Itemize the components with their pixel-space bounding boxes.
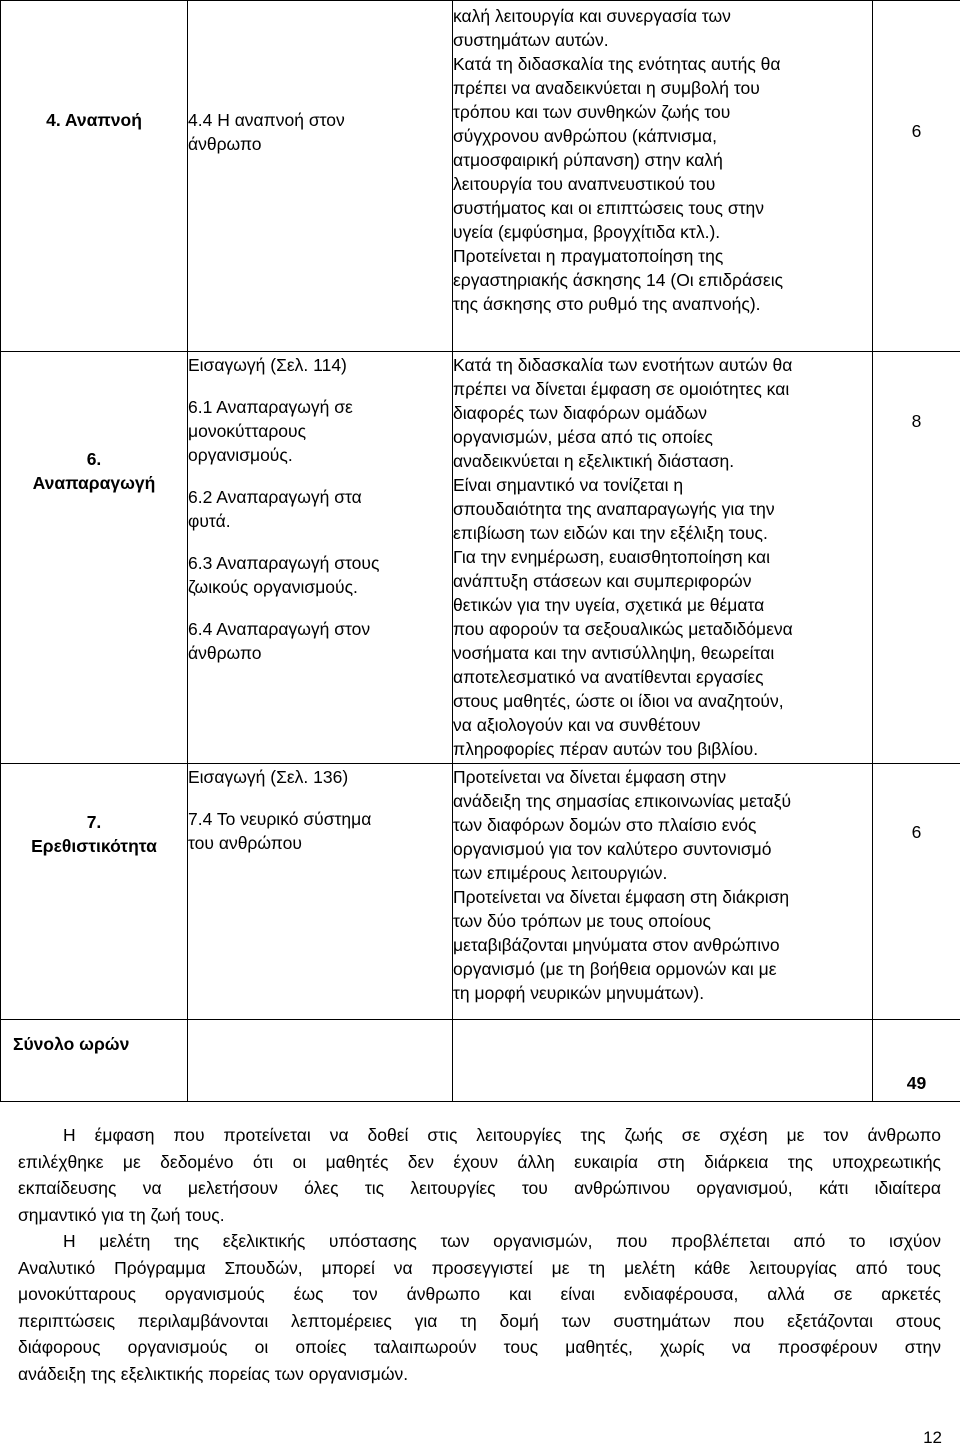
note-line: καλή λειτουργία και συνεργασία των <box>453 6 731 26</box>
hours-value: 8 <box>911 411 922 431</box>
section-cell <box>1 352 188 764</box>
note-line: πληροφορίες πέραν αυτών του βιβλίου. <box>453 739 759 759</box>
note-line: αποτελεσματικό να ανατίθενται εργασίες <box>453 667 764 687</box>
note-line: των διαφόρων δομών στο πλαίσιο ενός <box>453 815 757 835</box>
topics-cell <box>188 764 453 1020</box>
note-line: πρέπει να δίνεται έμφαση σε ομοιότητες και <box>453 379 790 399</box>
topic-line: άνθρωπο <box>188 134 262 154</box>
note-line: ατμοσφαιρική ρύπανση) στην καλή <box>453 150 723 170</box>
paragraph <box>18 1122 941 1228</box>
note-line: οργανισμών, μέσα από τις οποίες <box>453 427 713 447</box>
total-label-cell <box>1 1020 188 1102</box>
topic-line: ζωικούς οργανισμούς. <box>188 577 358 597</box>
note-line: πρέπει να αναδεικνύεται η συμβολή του <box>453 78 760 98</box>
note-line: Προτείνεται να δίνεται έμφαση στην <box>453 767 727 787</box>
hours-value: 6 <box>911 822 922 842</box>
topic-line: 6.2 Αναπαραγωγή στα <box>188 487 362 507</box>
section-number: 7. <box>86 812 102 832</box>
section-title: Ερεθιστικότητα <box>31 836 157 856</box>
paragraph-line: μονοκύτταρους οργανισμούς έως τον άνθρωπο και είναι ενδιαφέρουσα, αλλά σε αρκετές <box>18 1284 941 1304</box>
paragraph-line: επιλέχθηκε με δεδομένο ότι οι μαθητές δεν έχουν άλλη ευκαιρία στη διάρκεια της υποχρεωτικής <box>18 1151 941 1172</box>
note-line: Προτείνεται η πραγματοποίηση της <box>453 246 724 266</box>
total-label: Σύνολο ωρών <box>13 1034 130 1054</box>
paragraph-line: διάφορους οργανισμούς οι οποίες ταλαιπωρούν τους μαθητές, χωρίς να προσφέρουν στην <box>18 1337 941 1357</box>
hours-value: 6 <box>911 121 922 141</box>
total-value-cell <box>873 1020 960 1102</box>
note-line: τρόπου και των συνθηκών ζωής του <box>453 102 731 122</box>
topic-line: μονοκύτταρους <box>188 421 307 441</box>
note-line: Κατά τη διδασκαλία των ενοτήτων αυτών θα <box>453 355 793 375</box>
note-line: Προτείνεται να δίνεται έμφαση στη διάκριση <box>453 887 790 907</box>
note-line: των δύο τρόπων με τους οποίους <box>453 911 711 931</box>
note-line: στους μαθητές, ώστε οι ίδιοι να αναζητούν, <box>453 691 784 711</box>
topic-line: 6.4 Αναπαραγωγή στον <box>188 619 371 639</box>
topic-line: άνθρωπο <box>188 643 262 663</box>
section-cell <box>1 1 188 352</box>
table-row-breathing <box>1 1 960 352</box>
note-line: οργανισμού για τον καλύτερο συντονισμό <box>453 839 772 859</box>
topics-cell <box>188 352 453 764</box>
note-line: εργαστηριακής άσκησης 14 (Οι επιδράσεις <box>453 270 784 290</box>
table-row-irritability <box>1 764 960 1020</box>
paragraph-line: Η μελέτη της εξελικτικής υπόστασης των οργανισμών, που προβλέπεται από το ισχύον <box>63 1231 941 1251</box>
body-text <box>18 1122 941 1387</box>
note-line: συστήματος και οι επιπτώσεις τους στην <box>453 198 765 218</box>
note-line: ανάδειξη της σημασίας επικοινωνίας μεταξύ <box>453 791 792 811</box>
total-empty-cell <box>453 1020 873 1102</box>
paragraph-line: ανάδειξη της εξελικτικής πορείας των οργανισμών. <box>18 1363 409 1384</box>
note-line: νοσήματα και την αντισύλληψη, θεωρείται <box>453 643 775 663</box>
note-line: σύγχρονου ανθρώπου (κάπνισμα, <box>453 126 717 146</box>
note-line: λειτουργία του αναπνευστικού του <box>453 174 716 194</box>
note-line: που αφορούν τα σεξουαλικώς μεταδιδόμενα <box>453 619 793 639</box>
paragraph-line: Η έμφαση που προτείνεται να δοθεί στις λειτουργίες της ζωής σε σχέση με τον άνθρωπο <box>63 1125 941 1145</box>
note-line: διαφορές των διαφόρων ομάδων <box>453 403 707 423</box>
topics-cell <box>188 1 453 352</box>
total-value: 49 <box>906 1073 927 1093</box>
topic-line: φυτά. <box>188 511 231 531</box>
note-line: Είναι σημαντικό να τονίζεται η <box>453 475 684 495</box>
note-line: θετικών για την υγεία, σχετικά με θέματα <box>453 595 765 615</box>
topic-line: Εισαγωγή (Σελ. 136) <box>188 767 349 787</box>
page-number: 12 <box>923 1428 942 1447</box>
note-line: οργανισμό (με τη βοήθεια ορμονών και με <box>453 959 777 979</box>
table-row-reproduction <box>1 352 960 764</box>
section-title: Αναπαραγωγή <box>32 473 156 493</box>
note-line: Για την ενημέρωση, ευαισθητοποίηση και <box>453 547 770 567</box>
note-line: Κατά τη διδασκαλία της ενότητας αυτής θα <box>453 54 781 74</box>
table-row-total <box>1 1020 960 1102</box>
topic-line: 7.4 Το νευρικό σύστημα <box>188 809 372 829</box>
section-number: 6. <box>86 449 102 469</box>
topic-line: οργανισμούς. <box>188 445 293 465</box>
notes-cell <box>453 764 873 1020</box>
topic-line: 6.1 Αναπαραγωγή σε <box>188 397 353 417</box>
section-title: 4. Αναπνοή <box>46 110 142 130</box>
hours-cell <box>873 1 960 352</box>
topic-line: 4.4 Η αναπνοή στον <box>188 110 345 130</box>
note-line: των επιμέρους λειτουργιών. <box>453 863 668 883</box>
note-line: σπουδαιότητα της αναπαραγωγής για την <box>453 499 775 519</box>
paragraph-line: σημαντικό για τη ζωή τους. <box>18 1204 225 1225</box>
note-line: επιβίωση των ειδών και την εξέλιξη τους. <box>453 523 768 543</box>
topic-line: 6.3 Αναπαραγωγή στους <box>188 553 380 573</box>
note-line: μεταβιβάζονται μηνύματα στον ανθρώπινο <box>453 935 780 955</box>
hours-cell <box>873 352 960 764</box>
paragraph-line: εκπαίδευσης να μελετήσουν όλες τις λειτουργίες του ανθρώπινου οργανισμού, κάτι ιδιαίτερα <box>18 1178 941 1198</box>
topic-line: του ανθρώπου <box>188 833 302 853</box>
note-line: αναδεικνύεται η εξελικτική διάσταση. <box>453 451 735 471</box>
topic-line: Εισαγωγή (Σελ. 114) <box>188 355 347 375</box>
note-line: τη μορφή νευρικών μηνυμάτων). <box>453 983 705 1003</box>
paragraph-line: Αναλυτικό Πρόγραμμα Σπουδών, μπορεί να προσεγγιστεί με τη μελέτη κάθε λειτουργίας από τους <box>18 1257 941 1278</box>
total-empty-cell <box>188 1020 453 1102</box>
note-line: υγεία (εμφύσημα, βρογχίτιδα κτλ.). <box>453 222 721 242</box>
notes-cell <box>453 1 873 352</box>
note-line: της άσκησης στο ρυθμό της αναπνοής). <box>453 294 761 314</box>
notes-cell <box>453 352 873 764</box>
hours-cell <box>873 764 960 1020</box>
note-line: συστημάτων αυτών. <box>453 30 609 50</box>
note-line: να αξιολογούν και να συνθέτουν <box>453 715 701 735</box>
note-line: ανάπτυξη στάσεων και συμπεριφορών <box>453 571 752 591</box>
paragraph <box>18 1228 941 1387</box>
section-cell <box>1 764 188 1020</box>
paragraph-line: περιπτώσεις περιλαμβάνονται λεπτομέρειες για τη δομή των συστημάτων που εξετάζονται στους <box>18 1310 941 1331</box>
